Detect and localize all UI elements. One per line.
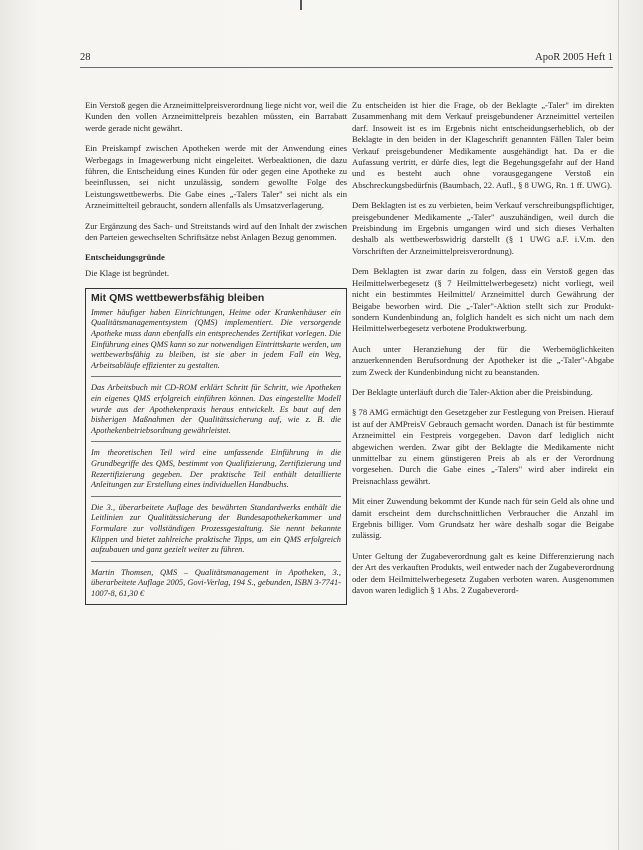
paragraph: Unter Geltung der Zugabeverordnung galt es keine Differenzierung nach der Art des verkauften Produkts, weil entweder nach der Zugabeverordnung oder dem Heilmittelwerbegesetz Zugaben verboten waren. Ausgenommen davon waren lediglich § 1 Abs. 2 Zugabeverord- [352, 550, 614, 596]
statement: Die Klage ist begründet. [85, 267, 170, 278]
box-paragraph: Das Arbeitsbuch mit CD-ROM erklärt Schritt für Schritt, wie Apotheken ein eigenes QMS erfolgreich einführen können. Das eingestellte Modell wurde aus der Apothekenpraxis heraus entwickelt. Es baut auf den bisherigen Maßnahmen der Qualitätssicherung auf, wie z. B. die Apothekenbetriebsordnung gewährleistet. [91, 383, 341, 442]
scan-mark [300, 0, 302, 10]
journal-reference: ApoR 2005 Heft 1 [535, 52, 613, 63]
section-heading: Entscheidungsgründe [85, 252, 165, 263]
left-column [85, 100, 347, 605]
paragraph: § 78 AMG ermächtigt den Gesetzgeber zur Festlegung von Preisen. Hierauf ist auf der AMPreisV Gebrauch gemacht worden. Danach ist für bestimmte Arzneimittel ein Festpreis vorgegeben. Davon darf lediglich nicht abgewichen werden. Zwar gibt der Beklagte die Medikamente nicht unmittelbar zu einem günstigeren Preis ab als er der Verordnung vorgesehen. Durch die Gabe eines „-Talers" wird aber indirekt ein Preisnachlass gewährt. [352, 407, 614, 486]
book-citation: Martin Thomsen, QMS – Qualitätsmanagement in Apotheken, 3., überarbeitete Auflage 2005, Govi-Verlag, 194 S., gebunden, ISBN 3-7741-1007-8, 61,30 € [91, 567, 341, 598]
page-header [80, 52, 613, 66]
header-rule [80, 67, 613, 68]
paragraph: Zur Ergänzung des Sach- und Streitstands wird auf den Inhalt der zwischen den Parteien gewechselten Schriftsätze nebst Anlagen Bezug genommen. [85, 220, 347, 243]
paragraph: Auch unter Heranziehung der für die Werbemöglichkeiten anzuerkennenden Berufsordnung der Apotheker ist die „-Taler"-Abgabe zum Zweck der Kundenbindung nicht zu beanstanden. [352, 343, 614, 377]
box-paragraph: Im theoretischen Teil wird eine umfassende Einführung in die Grundbegriffe des QMS, bestimmt von Qualifizierung, Zertifizierung und Rezertifizierung gegeben. Der praktische Teil enthält detaillierte Anleitungen zur Erstellung eines individuellen Handbuchs. [91, 448, 341, 496]
paragraph: Ein Preiskampf zwischen Apotheken werde mit der Anwendung eines Werbegags in Imagewerbung nicht eingeleitet. Werbeaktionen, die dazu führen, die Entscheidung eines Kunden für oder gegen eine Apotheke zu beeinflussen, sei nicht unzulässig, sondern gewollte Folge des Leistungswettbewerbs. Die Gabe eines „-Talers Taler" sei nicht als ein Arzneimittelteil gebraucht, sondern allenfalls als Umsatzverlagerung. [85, 143, 347, 211]
box-paragraph: Immer häufiger haben Einrichtungen, Heime oder Krankenhäuser ein Qualitätsmanagementsystem (QMS) implementiert. Die versorgende Apotheke muss dann ebenfalls ein entsprechendes Zertifikat vorlegen. Die Einführung eines QMS kann so zur notwendigen Eintrittskarte werden, um wettbewerbsfähig zu bleiben, ist sie aber in jedem Fall ein Weg, Arbeitsabläufe effizienter zu gestalten. [91, 308, 341, 378]
paragraph: Der Beklagte unterläuft durch die Taler-Aktion aber die Preisbindung. [352, 386, 593, 397]
page-number: 28 [80, 52, 91, 63]
paragraph: Zu entscheiden ist hier die Frage, ob der Beklagte „-Taler" im direkten Zusammenhang mit dem Verkauf preisgebundener Arzneimittel verteilen darf. Insoweit ist es im Ergebnis nicht entscheidungserheblich, ob der Beklagte in den beiden in der Klageschrift genannten Fällen Taler beim Verkauf preisgebundener Medikamente ausgehändigt hat. Da er die Aufassung vertritt, er dürfe dies, legt die Begehungsgefahr auf der Hand und es besteht auch ohne vorausgegangene Verstoß ein Abschreckungsbedürfnis (Baumbach, 22. Aufl., § 8 UWG, Rn. 1 ff. UWG). [352, 100, 614, 190]
paragraph: Mit einer Zuwendung bekommt der Kunde nach für sein Geld als ohne und damit erscheint dem durchschnittlichen Verbraucher die Anzahl im Ergebnis billiger. Vom Grundsatz her wäre deshalb sogar die Beigabe zulässig. [352, 496, 614, 541]
paragraph: Ein Verstoß gegen die Arzneimittelpreisverordnung liege nicht vor, weil die Kunden den vollen Arzneimittelpreis bezahlen müssten, ein Barrabatt werde gerade nicht gewährt. [85, 100, 347, 133]
paragraph: Dem Beklagten ist zwar darin zu folgen, dass ein Verstoß gegen das Heilmittelwerbegesetz (§ 7 Heilmittelwerbegesetz) nicht vorliegt, weil nicht ein bestimmtes Heilmittel/ Arzneimittel durch Gewährung der Beigabe beworben wird. Die „-Taler"-Aktion stellt sich zur Produkt- sondern Kundenbindung an, folglich handelt es sich nicht um nach dem Heilmittelwerbegesetz verbotene Produktwerbung. [352, 266, 614, 334]
paragraph: Dem Beklagten ist es zu verbieten, beim Verkauf verschreibungspflichtiger, preisgebundener Medikamente „-Taler" auszuhändigen, weil durch die Preisbindung im Ergebnis umgangen wird und sich dieses Verhalten deshalb als wettbewerbswidrig darstellt (§ 1 UWG a.F. i.V.m. den Vorschriften der Arzneimittelpreisverordnung). [352, 200, 614, 256]
book-promo-box [85, 288, 347, 604]
right-column [352, 100, 614, 605]
box-paragraph: Die 3., überarbeitete Auflage des bewährten Standardwerks enthält die Leitlinien zur Qualitätssicherung der Bundesapothekerkammer und Formulare zur vollständigen Prozessgestaltung. Sie nennt bekannte Klippen und bietet zahlreiche praktische Tipps, um ein QMS erfolgreich aufzubauen und ganz gezielt weiter zu führen. [91, 503, 341, 562]
box-title: Mit QMS wettbewerbsfähig bleiben [91, 292, 265, 305]
page-edge-shadow [618, 0, 619, 850]
